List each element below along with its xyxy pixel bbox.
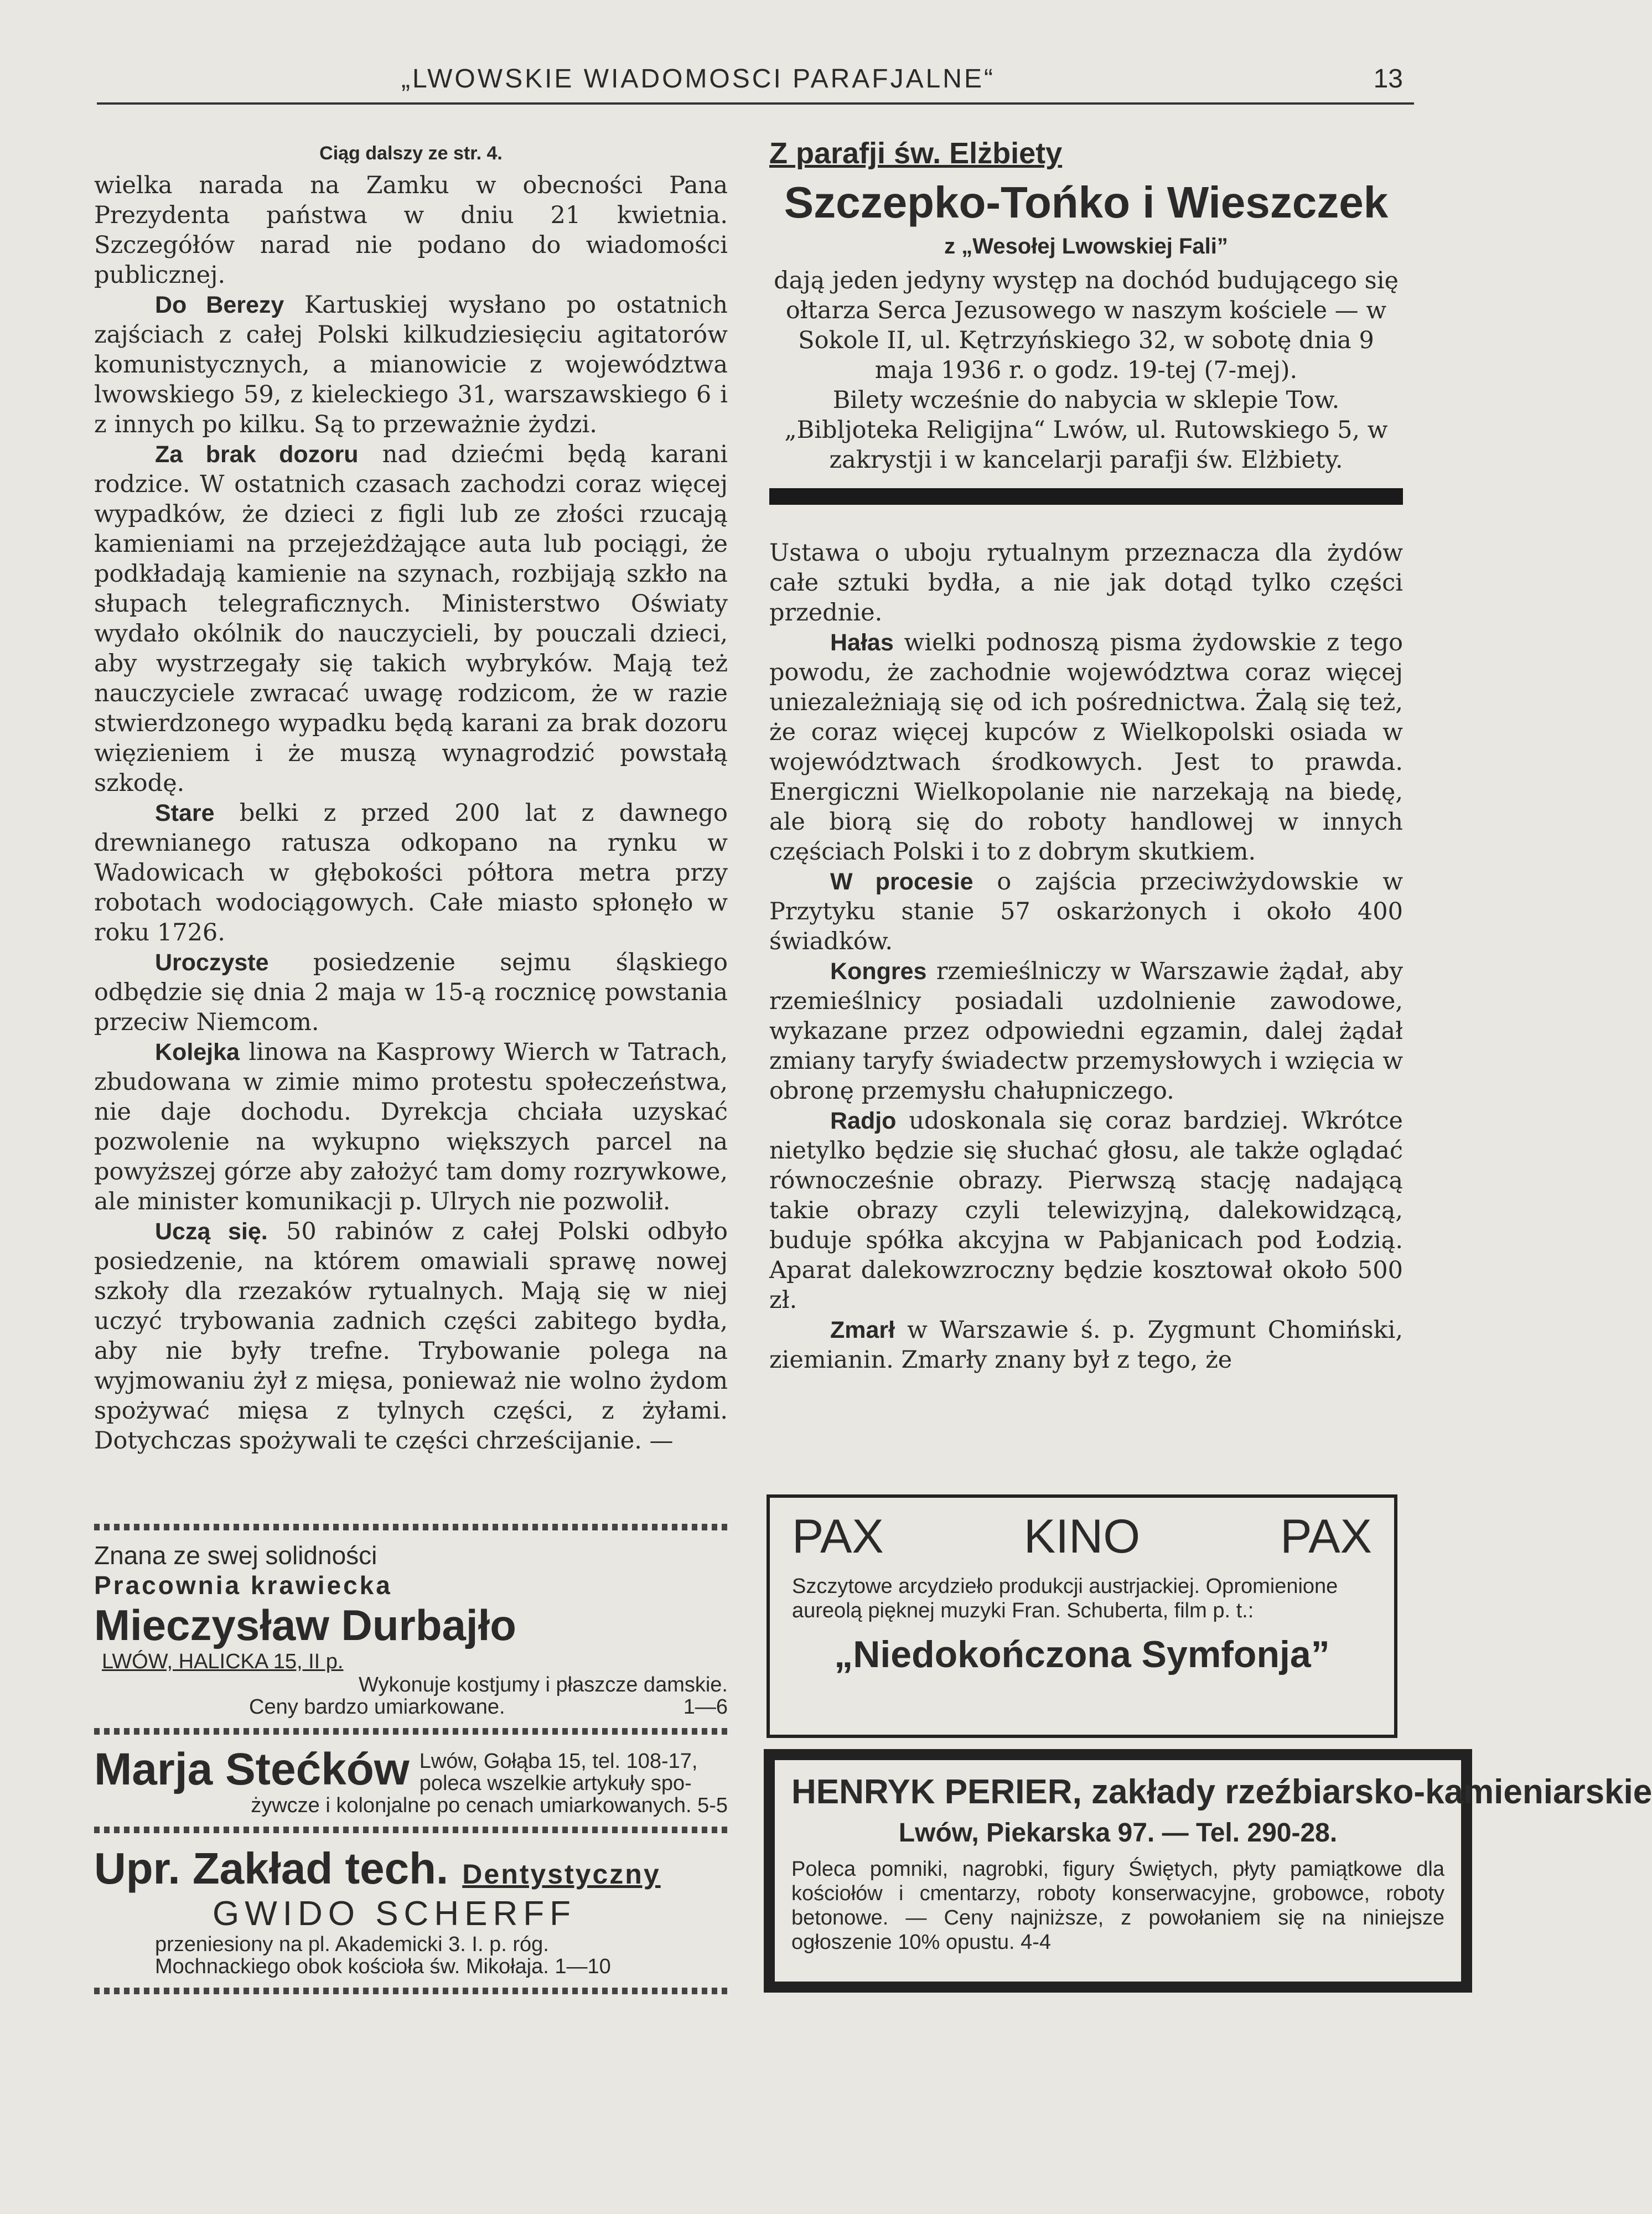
news-item-heading: Hałas <box>830 629 894 656</box>
news-item <box>769 628 1403 867</box>
tailor-address: LWÓW, HALICKA 15, II p. <box>102 1650 344 1673</box>
tailor-code: 1—6 <box>683 1695 728 1719</box>
news-item-text: linowa na Kasprowy Wierch w Tatrach, zbudowana w zimie mimo protestu społeczeństwa, nie daje dochodu. Dyrekcja chciała uzyskać pozwolenie na wykupno większych parcel na powyższej górze aby założyć tam domy rozrywkowe, ale minister komunikacji p. Ulrych nie pozwolił. <box>94 1038 728 1215</box>
news-item-text: belki z przed 200 lat z dawnego drewnianego ratusza odkopano na rynku w Wadowicach w głębokości półtora metra przy robotach wodociągowych. Całe miasto spłonęło w roku 1726. <box>94 799 728 946</box>
event-tickets: Bilety wcześnie do nabycia w sklepie Tow. „Bibljoteka Religijna“ Lwów, ul. Rutowskiego 5, w zakrystji i w kancelarji parafji św. Elżbiety. <box>784 386 1388 474</box>
cinema-name-left: PAX <box>792 1510 884 1563</box>
news-item-heading: Zmarł <box>830 1317 895 1343</box>
left-advertisements <box>94 1514 728 2004</box>
tailor-business: Pracownia krawiecka <box>94 1571 392 1600</box>
page-number: 13 <box>1373 64 1403 94</box>
left-column <box>94 138 728 1456</box>
cinema-name-right: PAX <box>1280 1510 1372 1563</box>
stonemason-text: Poleca pomniki, nagrobki, figury Świętych, płyty pamiątkowe dla kościołów i cmentarzy, roboty konserwacyjne, grobowce, roboty betonowe. — Ceny najniższe, z powołaniem się na niniejsze ogłoszenie 10% opustu. 4-4 <box>791 1858 1444 1954</box>
article-intro: wielka narada na Zamku w obecności Pana Prezydenta państwa w dniu 21 kwietnia. Szczegółów narad nie podano do wiadomości publicznej. <box>94 172 728 289</box>
stonemason-address: Lwów, Piekarska 97. — Tel. 290-28. <box>898 1818 1338 1848</box>
event-headline: Szczepko-Tońko i Wieszczek <box>784 178 1389 227</box>
news-item-heading: Stare <box>155 800 215 826</box>
news-item-text: nad dziećmi będą karani rodzice. W ostatnich czasach zachodzi coraz więcej wypadków, że dzieci z figli lub ze złości rzucają kamieniami na przejeżdżające auta lub pociągi, że podkładają kamienie na szynach, rozbijają szkło na słupach telegraficznych. Ministerstwo Oświaty wydało okólnik do nauczycieli, by pouczali dzieci, aby wystrzegały się takich wybryków. Mają też nauczyciele zwracać uwagę rodzicom, że w razie stwierdzonego wypadku będą karani za brak dozoru więzieniem i że muszą wynagrodzić powstałą szkodę. <box>94 441 728 797</box>
cinema-description: Szczytowe arcydzieło produkcji austrjackiej. Opromienione aureolą pięknej muzyki Fran. Schuberta, film p. t.: <box>792 1575 1338 1622</box>
news-item <box>769 1315 1403 1375</box>
grocer-ad <box>94 1745 728 1817</box>
news-item-text: wielki podnoszą pisma żydowskie z tego powodu, że zachodnie województwa coraz więcej uniezależniają się od ich pośrednictwa. Żalą się też, że coraz więcej kupców z Wielkopolski osiada w województwach środkowych. Jest to prawda. Energiczni Wielkopolanie nie narzekają na biedę, ale biorą się do roboty handlowej w innych częściach Polski i to z dobrym skutkiem. <box>769 629 1403 866</box>
news-item-heading: Kolejka <box>155 1039 240 1065</box>
tailor-line1: Wykonuje kostjumy i płaszcze damskie. <box>358 1673 728 1696</box>
tailor-line2: Ceny bardzo umiarkowane. <box>249 1695 505 1719</box>
news-item <box>769 867 1403 956</box>
continuation-note: Ciąg dalszy ze str. 4. <box>319 143 503 164</box>
news-item <box>94 1217 728 1456</box>
news-item-heading: W procesie <box>830 868 973 895</box>
dentist-owner: GWIDO SCHERFF <box>213 1895 576 1933</box>
news-item <box>94 439 728 798</box>
ornament-divider <box>94 1827 728 1833</box>
news-item-text: w Warszawie ś. p. Zygmunt Chomiński, ziemianin. Zmarły znany był z tego, że <box>769 1316 1403 1374</box>
tailor-name: Mieczysław Durbajło <box>94 1601 516 1649</box>
news-item-text: posiedzenie sejmu śląskiego odbędzie się dnia 2 maja w 15-ą rocznicę powstania przeciw Niemcom. <box>94 949 728 1036</box>
thick-divider <box>769 488 1403 505</box>
stonemason-ad <box>764 1749 1652 1993</box>
newspaper-title: „LWOWSKIE WIADOMOSCI PARAFJALNE“ <box>401 64 995 94</box>
news-item-heading: Uczą się. <box>155 1218 268 1245</box>
grocer-line2: poleca wszelkie artykuły spo- <box>419 1772 692 1795</box>
event-announcement: dają jeden jedyny występ na dochód budującego się ołtarza Serca Jezusowego w naszym kościele — w Sokole II, ul. Kętrzyńskiego 32, w sobotę dnia 9 maja 1936 r. o godz. 19-tej (7-mej). <box>774 267 1399 384</box>
grocer-name: Marja Stećków <box>94 1744 410 1794</box>
news-item <box>94 1037 728 1217</box>
news-item <box>94 798 728 948</box>
news-item-text: udoskonala się coraz bardziej. Wkrótce nietylko będzie się słuchać głosu, ale także oglądać równocześnie obrazy. Pierwszą stację nadającą takie obrazy czyli telewizyjną, dalekowidzącą, buduje spółka akcyjna w Pabjanicach pod Łodzią. Aparat dalekowzroczny będzie kosztował około 500 zł. <box>769 1107 1403 1314</box>
grocer-line3: żywcze i kolonjalne po cenach umiarkowanych. 5-5 <box>251 1794 728 1817</box>
cinema-ad <box>767 1494 1397 1738</box>
cinema-label: KINO <box>1023 1510 1141 1563</box>
news-item-heading: Uroczyste <box>155 949 269 976</box>
tailor-ad <box>94 1540 728 1718</box>
dentist-title: Upr. Zakład tech. <box>94 1844 449 1893</box>
section-title: Z parafji św. Elżbiety <box>769 137 1063 170</box>
event-subheadline: z „Wesołej Lwowskiej Fali” <box>944 234 1228 258</box>
dentist-line1: przeniesiony na pl. Akademicki 3. I. p. róg. <box>155 1933 549 1956</box>
news-item-heading: Radjo <box>830 1108 897 1134</box>
news-item-heading: Za brak dozoru <box>155 441 359 468</box>
dentist-ad <box>94 1843 728 1978</box>
news-item-text: Kartuskiej wysłano po ostatnich zajściach z całej Polski kilkudziesięciu agitatorów komunistycznych, a mianowicie z województwa lwowskiego 59, z kieleckiego 31, warszawskiego 6 i z innych po kilku. Są to przeważnie żydzi. <box>94 291 728 438</box>
news-item-text: o zajścia przeciwżydowskie w Przytyku stanie 57 oskarżonych i około 400 świadków. <box>769 868 1403 955</box>
stonemason-title: HENRYK PERIER, zakłady rzeźbiarsko-kamieniarskie <box>791 1773 1652 1811</box>
news-item <box>94 948 728 1037</box>
ornament-divider <box>94 1988 728 1994</box>
dentist-subtitle: Dentystyczny <box>462 1859 661 1890</box>
ornament-divider <box>94 1728 728 1735</box>
cinema-film-title: „Niedokończona Symfonja” <box>834 1633 1330 1675</box>
ornament-divider <box>94 1524 728 1530</box>
news-item-text: rzemieślniczy w Warszawie żądał, aby rzemieślnicy posiadali uzdolnienie zawodowe, wykazane przez odpowiedni egzamin, dalej żądał zmiany taryfy świadectw przemysłowych i wzięcia w obronę przemysłu chałupniczego. <box>769 958 1403 1105</box>
dentist-line2: Mochnackiego obok kościoła św. Mikołaja. 1—10 <box>155 1955 611 1978</box>
news-item <box>94 290 728 439</box>
tailor-intro: Znana ze swej solidności <box>94 1541 377 1570</box>
article-intro: Ustawa o uboju rytualnym przeznacza dla żydów całe sztuki bydła, a nie jak dotąd tylko części przednie. <box>769 539 1403 627</box>
grocer-line1: Lwów, Gołąba 15, tel. 108-17, <box>419 1750 698 1773</box>
right-column <box>769 138 1403 1375</box>
news-item-heading: Kongres <box>830 958 927 985</box>
news-item <box>769 956 1403 1106</box>
news-item-heading: Do Berezy <box>155 292 284 318</box>
page-header <box>97 64 1414 105</box>
news-item <box>769 1106 1403 1315</box>
news-item-text: 50 rabinów z całej Polski odbyło posiedzenie, na którem omawiali sprawę nowej szkoły dla rzezaków rytualnych. Mają się w niej uczyć trybowania zadnich części zabitego bydła, aby nie były trefne. Trybowanie polega na wyjmowaniu żył z mięsa, ponieważ nie wolno żydom spożywać mięsa z tylnych części, z żyłami. Dotychczas spożywali te części chrześcijanie. — <box>94 1218 728 1455</box>
